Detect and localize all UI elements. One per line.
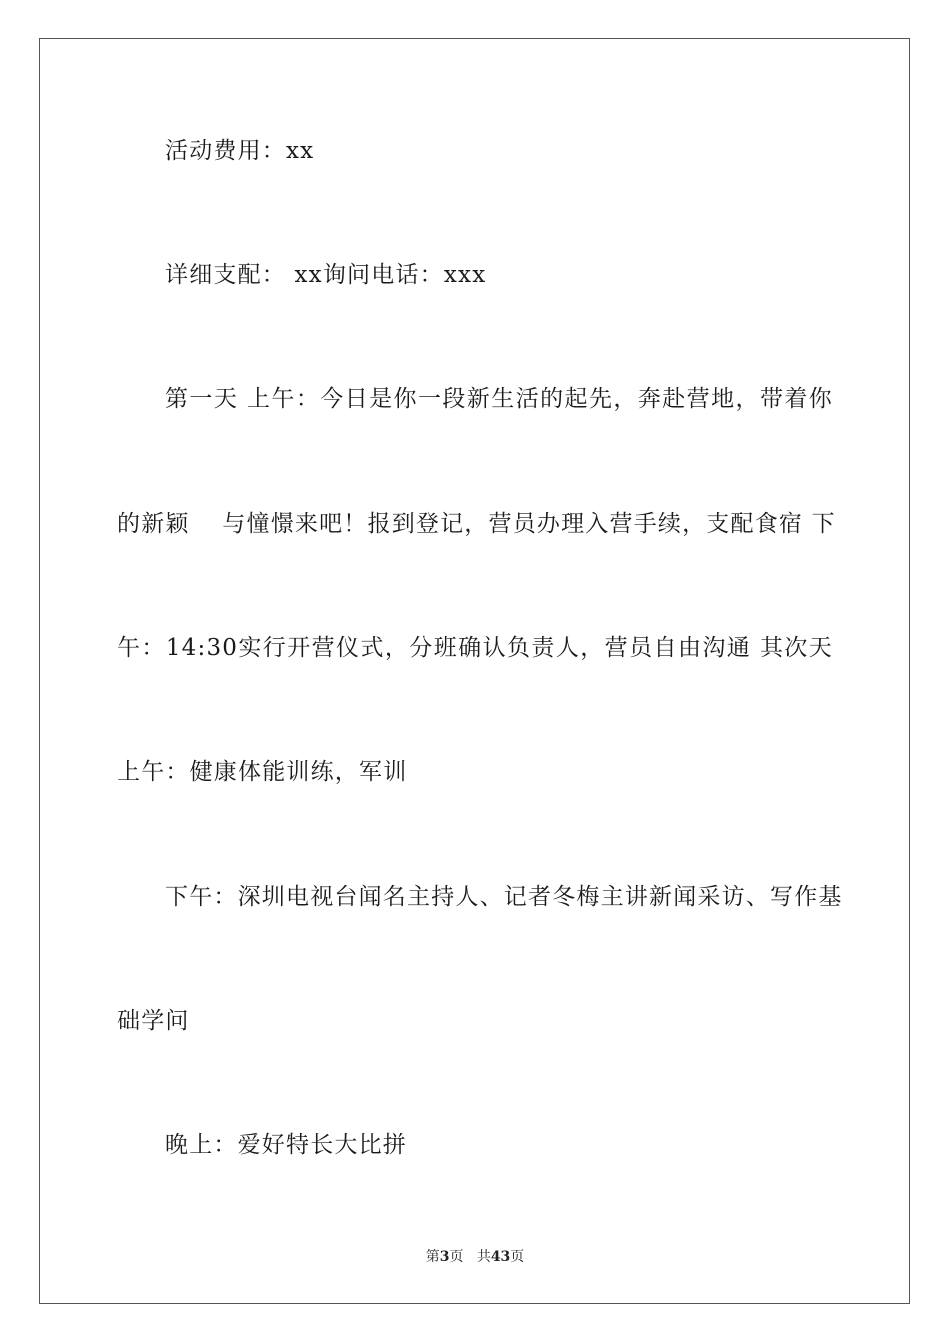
text-line-fee: 活动费用：xx	[165, 138, 315, 164]
footer-total-prefix: 共	[476, 1249, 491, 1265]
footer-page-suffix: 页	[449, 1249, 464, 1265]
page-frame	[39, 38, 910, 1304]
footer-page-number: 3	[439, 1249, 450, 1265]
text-line-evening: 晚上：爱好特长大比拼	[165, 1132, 407, 1158]
text-line-basic-knowledge: 础学问	[117, 1008, 190, 1034]
text-line-day2-afternoon: 下午：深圳电视台闻名主持人、记者冬梅主讲新闻采访、写作基	[165, 884, 843, 910]
page-footer	[0, 1248, 950, 1266]
footer-total-pages: 43	[490, 1249, 511, 1265]
text-line-day1-morning: 第一天 上午：今日是你一段新生活的起先，奔赴营地，带着你	[165, 386, 833, 412]
text-line-arrangement-phone: 详细支配： xx询问电话：xxx	[165, 262, 487, 288]
text-line-day2-morning: 上午：健康体能训练，军训	[117, 759, 408, 785]
text-line-registration: 的新颖 与憧憬来吧！报到登记，营员办理入营手续，支配食宿 下	[117, 511, 836, 537]
text-line-opening-ceremony: 午：14:30实行开营仪式，分班确认负责人，营员自由沟通 其次天	[117, 635, 833, 661]
footer-page-prefix: 第	[425, 1249, 440, 1265]
footer-total-suffix: 页	[510, 1249, 525, 1265]
